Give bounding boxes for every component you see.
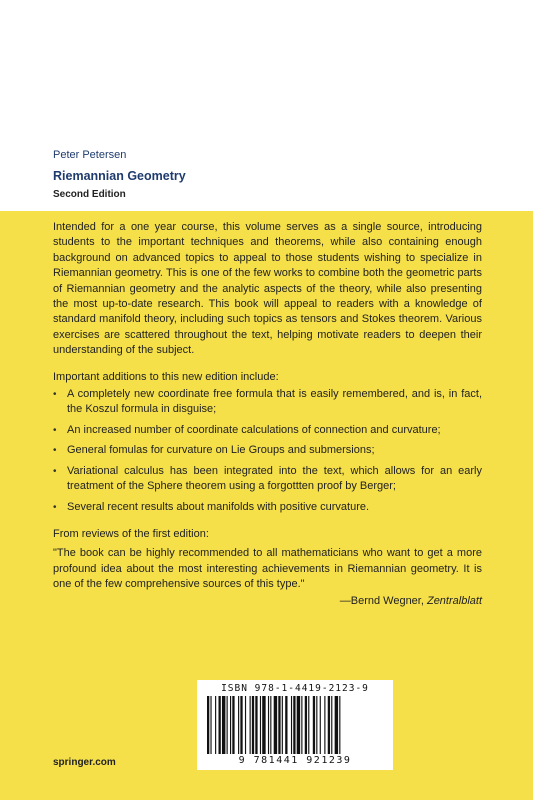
- barcode-bar: [316, 696, 317, 754]
- list-item: • A completely new coordinate free formula that is easily remembered, and is, in fact, the Koszul formula in disguise;: [53, 387, 482, 418]
- barcode-bar: [250, 696, 251, 754]
- author-name: Peter Petersen: [53, 149, 127, 161]
- barcode-bar: [255, 696, 257, 754]
- review-source: Zentralblatt: [426, 594, 482, 607]
- barcode-bar: [215, 696, 216, 754]
- review-quote: "The book can be highly recommended to all mathematicians who want to get a more profound idea about the most interesting achievements in Riemannian geometry. It is one of the few comprehensive sources of this type.": [53, 547, 482, 591]
- barcode-bar: [297, 696, 300, 754]
- barcode-bar: [313, 696, 315, 754]
- barcode-bar: [320, 696, 321, 754]
- list-item: • Variational calculus has been integrated into the text, which allows for an early treatment of the Sphere theorem using a forgottten proof by Berger;: [53, 464, 482, 495]
- barcode-bar: [270, 696, 271, 754]
- barcode-bar: [245, 696, 246, 754]
- additions-heading: Important additions to this new edition include:: [53, 370, 279, 383]
- book-description: Intended for a one year course, this volume serves as a single source, introducing students to the important techniques and theorems, while also containing enough background on advanced topics to appeal to those students wishing to specialize in Riemannian geometry. This is one of the few works to combine both the geometric parts of Riemannian geometry and the analytic aspects of the theory, while also presenting the most up-to-date research. This book will appeal to readers with a knowledge of standard manifold theory, including such topics as tensors and Stokes theorem. Various exercises are scattered throughout the text, helping motivate readers to deepen their understanding of the subject.: [53, 221, 482, 357]
- barcode-bar: [339, 696, 340, 754]
- barcode-bar: [301, 696, 302, 754]
- edition-label: Second Edition: [53, 189, 126, 200]
- barcode-bar: [331, 696, 332, 754]
- barcode-bar: [293, 696, 295, 754]
- barcode-bar: [274, 696, 277, 754]
- barcode-bar: [285, 696, 287, 754]
- barcode-bar: [282, 696, 283, 754]
- barcode-bar: [328, 696, 330, 754]
- barcode-bar: [240, 696, 242, 754]
- barcode-bar: [230, 696, 231, 754]
- barcode-bar: [278, 696, 280, 754]
- barcode-bar: [291, 696, 292, 754]
- barcode-bar: [207, 696, 209, 754]
- publisher-url: springer.com: [53, 757, 116, 768]
- back-cover-text: [53, 220, 482, 609]
- barcode-bar: [222, 696, 225, 754]
- barcode-bar: [268, 696, 269, 754]
- reviewer-name: —Bernd Wegner,: [339, 594, 427, 607]
- barcode-bar: [324, 696, 325, 754]
- barcode-bar: [260, 696, 261, 754]
- review-attribution: [53, 594, 482, 609]
- reviews-heading: From reviews of the first edition:: [53, 527, 209, 540]
- book-header: [53, 148, 493, 202]
- barcode-bar: [238, 696, 239, 754]
- barcode-bar: [232, 696, 234, 754]
- barcode-digits: 9 781441 921239: [238, 755, 352, 766]
- list-item: • An increased number of coordinate calculations of connection and curvature;: [53, 423, 482, 438]
- barcode-bar: [262, 696, 265, 754]
- additions-list: [53, 387, 482, 515]
- isbn-label: ISBN 978-1-4419-2123-9: [221, 683, 369, 694]
- isbn-barcode: [197, 680, 393, 770]
- list-item: • General fomulas for curvature on Lie Groups and submersions;: [53, 443, 482, 458]
- barcode-bars: [206, 696, 384, 754]
- book-title: Riemannian Geometry: [53, 169, 186, 183]
- barcode-bar: [305, 696, 307, 754]
- barcode-bar: [219, 696, 221, 754]
- barcode-bar: [210, 696, 211, 754]
- barcode-bar: [335, 696, 338, 754]
- barcode-bar: [227, 696, 228, 754]
- barcode-bar: [308, 696, 309, 754]
- list-item: • Several recent results about manifolds with positive curvature.: [53, 500, 482, 515]
- barcode-bar: [252, 696, 254, 754]
